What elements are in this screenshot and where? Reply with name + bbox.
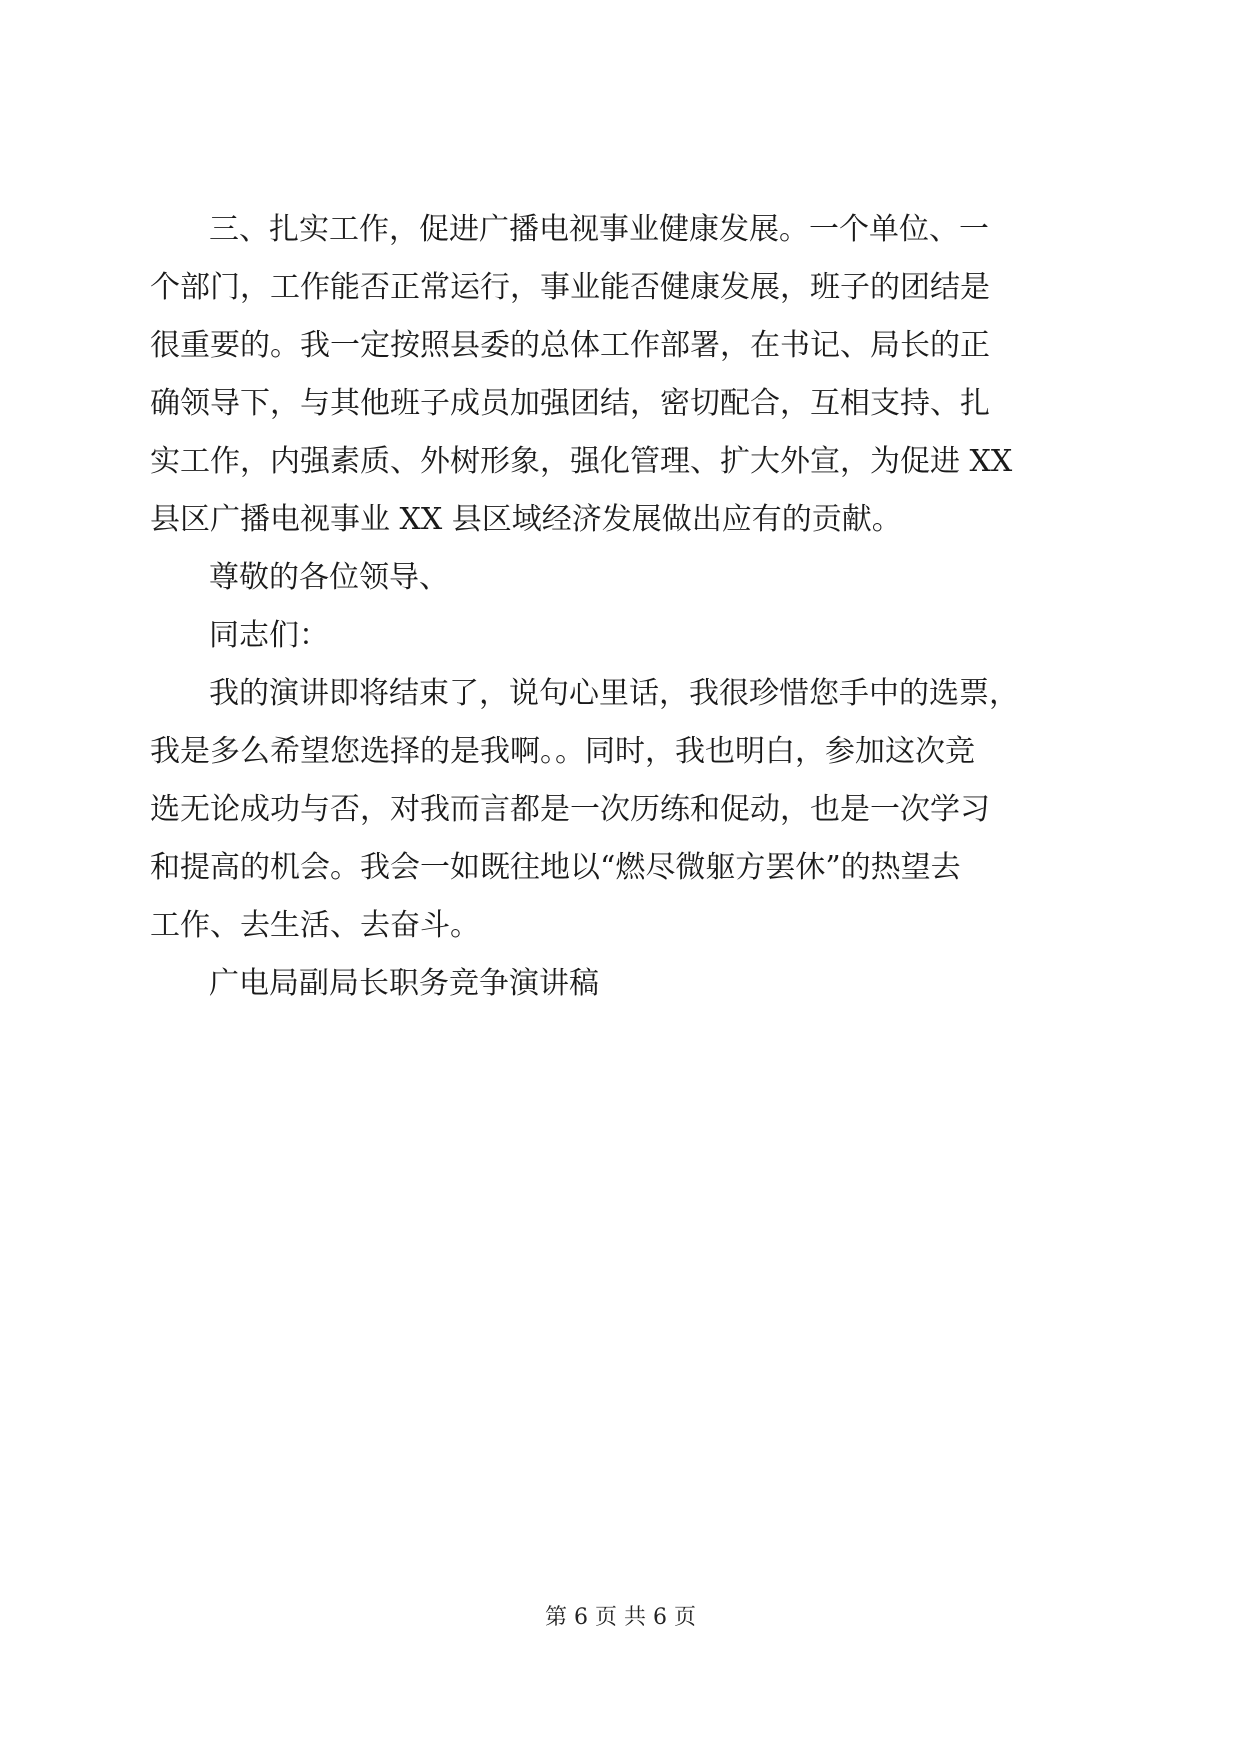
paragraph-line: 实工作，内强素质、外树形象，强化管理、扩大外宣，为促进 XX <box>150 444 1013 479</box>
page-number-footer: 第 6 页 共 6 页 <box>545 1605 696 1630</box>
paragraph-line: 我是多么希望您选择的是我啊。。同时，我也明白，参加这次竞 <box>150 734 975 769</box>
paragraph-line: 选无论成功与否，对我而言都是一次历练和促动，也是一次学习 <box>150 792 990 827</box>
salutation-line: 尊敬的各位领导、 <box>209 560 449 595</box>
paragraph-line: 和提高的机会。我会一如既往地以“燃尽微躯方罢休”的热望去 <box>150 850 961 885</box>
paragraph-line: 很重要的。我一定按照县委的总体工作部署，在书记、局长的正 <box>150 328 990 363</box>
paragraph-line: 县区广播电视事业 XX 县区域经济发展做出应有的贡献。 <box>150 502 902 537</box>
paragraph-line: 确领导下，与其他班子成员加强团结，密切配合，互相支持、扎 <box>150 386 990 421</box>
salutation-line: 同志们： <box>209 618 329 653</box>
document-title-line: 广电局副局长职务竞争演讲稿 <box>209 966 599 1001</box>
paragraph-line: 我的演讲即将结束了，说句心里话，我很珍惜您手中的选票， <box>209 676 1019 711</box>
paragraph-line: 个部门，工作能否正常运行，事业能否健康发展，班子的团结是 <box>150 270 990 305</box>
paragraph-line: 工作、去生活、去奋斗。 <box>150 908 480 943</box>
paragraph-line: 三、扎实工作，促进广播电视事业健康发展。一个单位、一 <box>209 212 989 247</box>
